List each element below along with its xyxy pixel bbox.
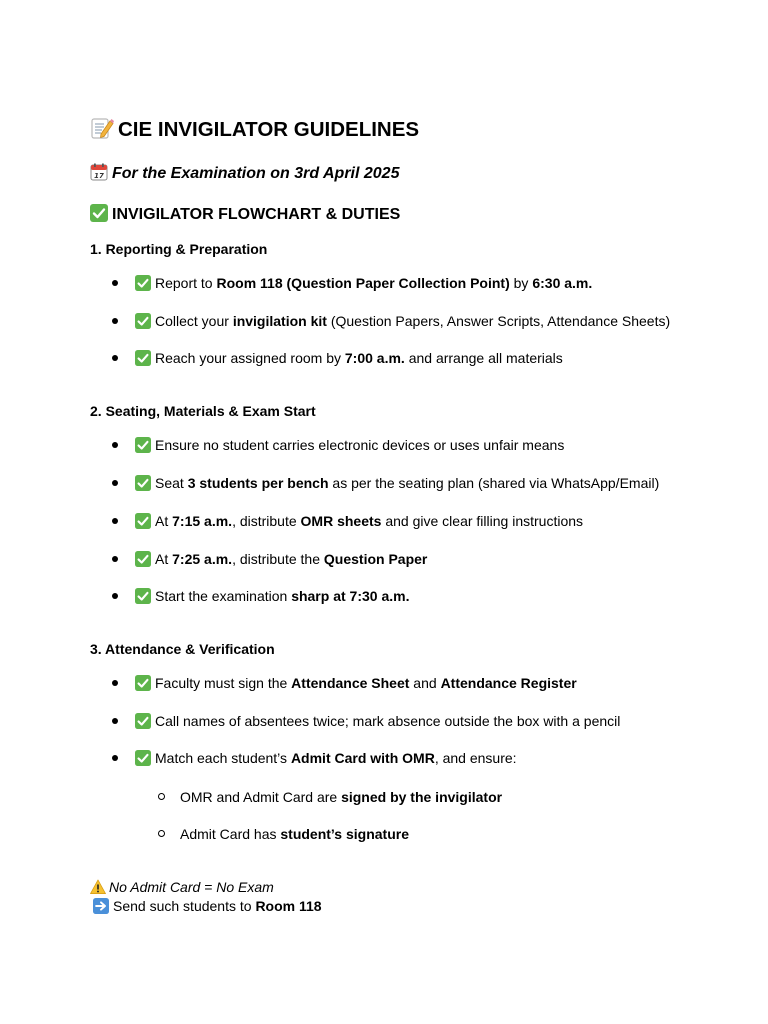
exam-date-subtitle: 17 For the Examination on 3rd April 2025 xyxy=(90,163,399,183)
check-mark-button-icon xyxy=(135,713,151,729)
bullet xyxy=(112,355,118,361)
check-mark-button-icon xyxy=(135,350,151,366)
check-mark-button-icon xyxy=(90,204,108,222)
sub-list-item: Admit Card has student’s signature xyxy=(158,826,409,842)
calendar-icon xyxy=(90,163,108,181)
bullet xyxy=(112,680,118,686)
check-mark-button-icon xyxy=(135,313,151,329)
check-mark-button-icon xyxy=(135,513,151,529)
list-item: Match each student’s Admit Card with OMR, and ensure: xyxy=(112,750,517,766)
list-item: Call names of absentees twice; mark absence outside the box with a pencil xyxy=(112,713,620,729)
list-item: Collect your invigilation kit (Question Papers, Answer Scripts, Attendance Sheets) xyxy=(112,313,670,329)
memo-icon xyxy=(90,116,114,140)
section-heading: 2. Seating, Materials & Exam Start xyxy=(90,403,316,419)
list-item: Reach your assigned room by 7:00 a.m. and arrange all materials xyxy=(112,350,563,366)
section-heading: 1. Reporting & Preparation xyxy=(90,241,268,257)
warning-icon xyxy=(90,879,106,895)
list-item: Start the examination sharp at 7:30 a.m. xyxy=(112,588,409,604)
check-mark-button-icon xyxy=(135,675,151,691)
list-item: At 7:25 a.m., distribute the Question Paper xyxy=(112,551,427,567)
check-mark-button-icon xyxy=(135,475,151,491)
list-item: Ensure no student carries electronic devices or uses unfair means xyxy=(112,437,564,453)
bullet xyxy=(112,442,118,448)
section-heading: 3. Attendance & Verification xyxy=(90,641,275,657)
bullet xyxy=(112,556,118,562)
check-mark-button-icon xyxy=(135,275,151,291)
bullet xyxy=(112,718,118,724)
list-item: Seat 3 students per bench as per the seating plan (shared via WhatsApp/Email) xyxy=(112,475,659,491)
sub-bullet xyxy=(158,793,165,800)
bullet xyxy=(112,755,118,761)
page-title: CIE INVIGILATOR GUIDELINES xyxy=(90,116,419,142)
no-admit-card-warning: No Admit Card = No Exam xyxy=(90,879,274,895)
bullet xyxy=(112,318,118,324)
bullet xyxy=(112,480,118,486)
check-mark-button-icon xyxy=(135,437,151,453)
bullet xyxy=(112,518,118,524)
check-mark-button-icon xyxy=(135,551,151,567)
list-item: Faculty must sign the Attendance Sheet and Attendance Register xyxy=(112,675,577,691)
redirect-note: Send such students to Room 118 xyxy=(90,898,322,914)
list-item: At 7:15 a.m., distribute OMR sheets and give clear filling instructions xyxy=(112,513,583,529)
bullet xyxy=(112,280,118,286)
right-arrow-icon xyxy=(93,898,109,914)
check-mark-button-icon xyxy=(135,750,151,766)
list-item: Report to Room 118 (Question Paper Collection Point) by 6:30 a.m. xyxy=(112,275,592,291)
bullet xyxy=(112,593,118,599)
sub-list-item: OMR and Admit Card are signed by the invigilator xyxy=(158,789,502,805)
sub-bullet xyxy=(158,830,165,837)
check-mark-button-icon xyxy=(135,588,151,604)
svg-text:17: 17 xyxy=(94,172,104,180)
flowchart-heading: INVIGILATOR FLOWCHART & DUTIES xyxy=(90,204,400,224)
